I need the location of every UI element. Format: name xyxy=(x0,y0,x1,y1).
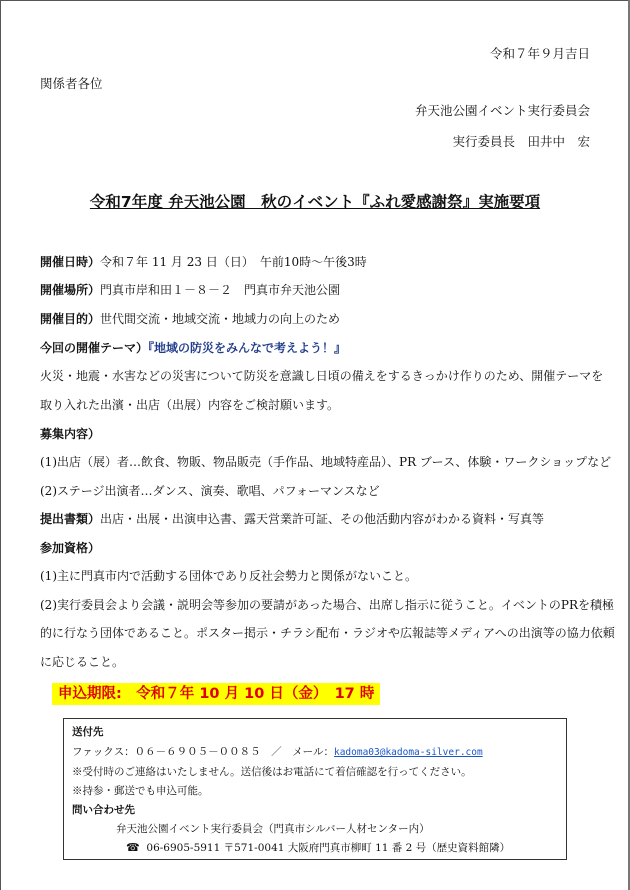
documents-row xyxy=(40,510,544,527)
qualification-item-2-line-2: 的に行なう団体であること。ポスター掲示・チラシ配布・ラジオや広報誌等メディアへの出演等の協力依頼 xyxy=(40,626,615,640)
phone-icon: ☎ xyxy=(126,841,140,854)
recruit-item-1: (1)出店（展）者…飲食、物販、物品販売（手作品、地域特産品）、PR ブース、体験・ワークショップなど xyxy=(40,455,612,469)
theme-label: 今回の開催テーマ） xyxy=(40,341,149,355)
event-date-label: 開催日時） xyxy=(40,255,101,269)
delivery-note: ※持参・郵送でも申込可能。 xyxy=(72,785,209,797)
theme-row xyxy=(40,339,346,356)
contact-box xyxy=(63,718,567,860)
email-link[interactable]: kadoma03@kadoma-silver.com xyxy=(333,747,483,758)
phone-address: 06-6905-5911 〒571-0041 大阪府門真市柳町 11 番 2 号（歴史資料館隣） xyxy=(146,842,511,854)
qualification-label: 参加資格） xyxy=(40,541,101,555)
addressee: 関係者各位 xyxy=(40,76,103,91)
event-date-value: 令和７年 11 月 23 日（日） 午前10時～午後3時 xyxy=(100,255,367,269)
event-place-row xyxy=(40,281,340,298)
documents-value: 出店・出展・出演申込書、露天営業許可証、その他活動内容がわかる資料・写真等 xyxy=(100,512,545,526)
fax-email-line xyxy=(72,744,483,759)
theme-description-line-1: 火災・地震・水害などの災害について防災を意識し日頃の備えをするきっかけ作りのため、開催テーマを xyxy=(40,369,604,383)
event-date-row xyxy=(40,253,367,270)
recruit-item-2: (2)ステージ出演者…ダンス、演奏、歌唱、パフォーマンスなど xyxy=(40,484,380,498)
documents-label: 提出書類） xyxy=(40,512,101,526)
theme-description-line-2: 取り入れた出濱・出店（出展）内容をご検討願います。 xyxy=(40,398,340,412)
send-to-label: 送付先 xyxy=(72,726,104,738)
reception-note: ※受付時のご連絡はいたしません。送信後はお電話にて着信確認を行ってください。 xyxy=(72,766,472,778)
event-place-label: 開催場所） xyxy=(40,283,101,297)
event-place-value: 門真市岸和田１－８－２ 門真市弁天池公園 xyxy=(100,283,341,297)
fax-line: ファックス：０６－６９０５－００８５ ／ メール： xyxy=(72,746,334,758)
inquiry-organization: 弁天池公園イベント実行委員会（門真市シルバー人材センター内） xyxy=(116,823,430,835)
page-border-left xyxy=(0,0,1,890)
inquiry-phone-line xyxy=(126,840,510,855)
issue-date: 令和７年９月吉日 xyxy=(489,46,590,61)
qualification-item-2-line-1: (2)実行委員会より会議・説明会等参加の要請があった場合、出席し指示に従うこと。イベントのPRを積極 xyxy=(40,598,614,612)
event-purpose-label: 開催目的） xyxy=(40,312,101,326)
qualification-item-2-line-3: に応じること。 xyxy=(40,655,125,669)
event-purpose-row xyxy=(40,310,340,327)
event-purpose-value: 世代間交流・地域交流・地域力の向上のため xyxy=(100,312,341,326)
recruit-label: 募集内容） xyxy=(40,427,101,441)
organizer: 弁天池公園イベント実行委員会 xyxy=(414,103,590,118)
inquiry-label: 問い合わせ先 xyxy=(72,804,135,816)
qualification-item-1: (1)主に門真市内で活動する団体であり反社会勢力と関係がないこと。 xyxy=(40,569,418,583)
document-title: 令和7年度 弁天池公園 秋のイベント『ふれ愛感謝祭』実施要項 xyxy=(89,193,541,211)
page-border-top xyxy=(0,0,630,1)
application-deadline: 申込期限: 令和７年 10 月 10 日（金） 17 時 xyxy=(52,683,380,705)
theme-value: 『地域の防災をみんなで考えよう！』 xyxy=(148,341,347,355)
committee-chair: 実行委員長 田井中 宏 xyxy=(452,134,590,149)
